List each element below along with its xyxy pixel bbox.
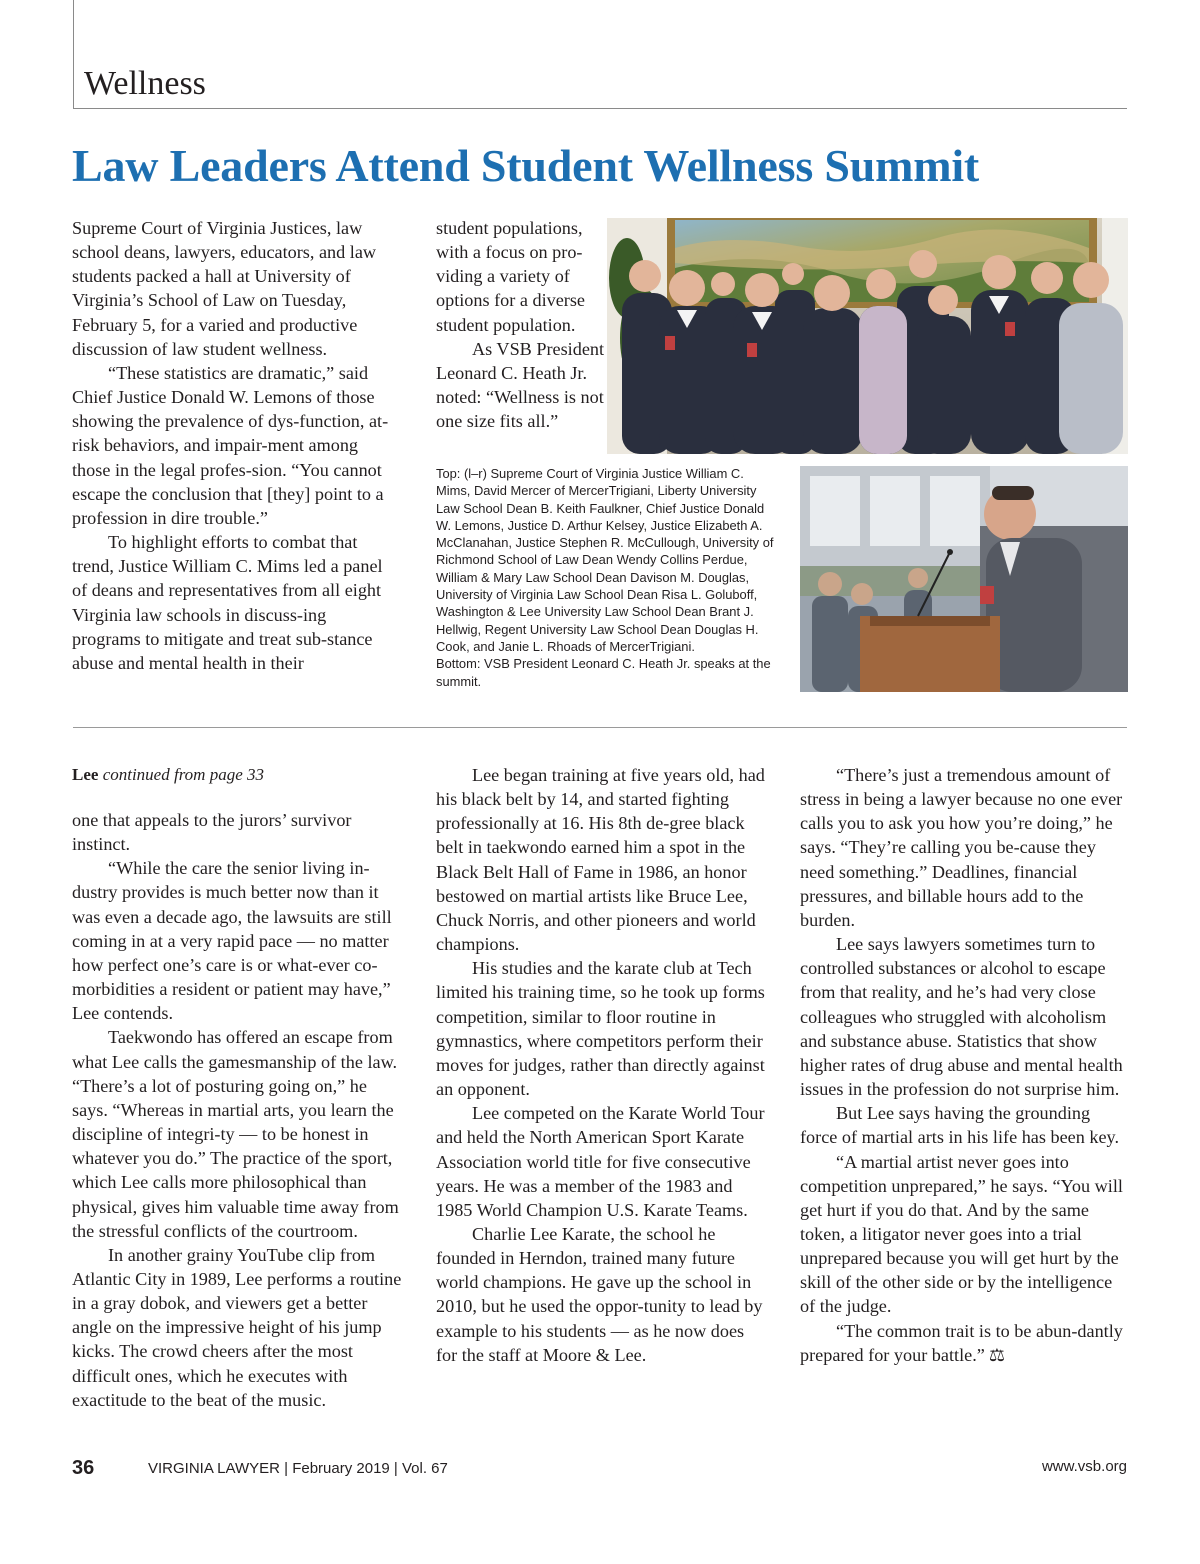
paragraph: Lee competed on the Karate World Tour and held the North American Sport Karate Association world title for five consecutive years. He was a member of the 1983 and 1985 World Champion U.S. Karate Teams. [436, 1103, 765, 1220]
section-divider [73, 727, 1127, 728]
paragraph: Lee says lawyers sometimes turn to controlled substances or alcohol to escape from that reality, and he’s had very close colleagues who struggled with alcoholism and substance abuse. Statistics that show higher rates of drug abuse and mental health issues in the profession do not surprise him. [800, 934, 1123, 1100]
paragraph: Lee began training at five years old, had his black belt by 14, and started fighting professionally at 16. His 8th de-gree black belt in taekwondo earned him a spot in the Black Belt Hall of Fame in 1986, an honor bestowed on martial artists like Bruce Lee, Chuck Norris, and other pioneers and world champions. [436, 765, 765, 955]
continuation-name: Lee [72, 765, 99, 784]
paragraph: His studies and the karate club at Tech limited his training time, so he took up forms competition, similar to floor routine in gymnastics, where competitors perform their moves for judges, rather than directly against an opponent. [436, 958, 765, 1100]
caption-bottom: Bottom: VSB President Leonard C. Heath Jr. speaks at the summit. [436, 656, 771, 689]
header-divider [73, 108, 1127, 109]
page-number: 36 [72, 1457, 95, 1479]
photo-caption [436, 465, 776, 690]
speaker-photo [800, 466, 1128, 692]
publication-info: VIRGINIA LAWYER | February 2019 | Vol. 67 [148, 1460, 448, 1477]
continued-column-2 [436, 763, 766, 1367]
article-headline: Law Leaders Attend Student Wellness Summit [72, 140, 980, 191]
article-column-2 [436, 216, 608, 433]
continued-column-1 [72, 808, 402, 1412]
paragraph: As VSB President Leonard C. Heath Jr. noted: “Wellness is not one size fits all.” [436, 338, 605, 432]
paragraph: “A martial artist never goes into competition unprepared,” he says. “You will get hurt if you do that. And by the same token, a litigator never goes into a trial unprepared because you will get hurt by the skill of the other side or by the intelligence of the judge. [800, 1151, 1123, 1317]
group-photo [607, 218, 1128, 454]
final-paragraph-text: “The common trait is to be abun-dantly prepared for your battle.” [800, 1320, 1123, 1365]
paragraph: Taekwondo has offered an escape from what Lee calls the gamesmanship of the law. “There’s a lot of posturing going on,” he says. “Whereas in martial arts, you learn the discipline of integri-ty — to be honest in whatever you do.” The practice of the sport, which Lee calls more philosophical than physical, gives him valuable time away from the stressful conflicts of the courtroom. [72, 1027, 399, 1241]
scales-end-mark-icon: ⚖ [988, 1344, 1006, 1365]
paragraph: “There’s just a tremendous amount of stress in being a lawyer because no one ever calls you to ask you how you’re doing,” he says. “They’re calling you be-cause they need something.” Deadlines, financial pressures, and billable hours add to the burden. [800, 765, 1123, 930]
paragraph: But Lee says having the grounding force of martial arts in his life has been key. [800, 1103, 1119, 1148]
header-vertical-rule [73, 0, 74, 108]
final-paragraph [800, 1319, 1130, 1367]
caption-top: Top: (l–r) Supreme Court of Virginia Justice William C. Mims, David Mercer of MercerTrigiani, Liberty University Law School Dean B. Keith Faulkner, Chief Justice Donald W. Lemons, Justice D. Arthur Kelsey, Justice Elizabeth A. McClanahan, Justice Stephen R. McCullough, University of Richmond School of Law Dean Wendy Collins Perdue, William & Mary Law School Dean Davison M. Douglas, University of Virginia Law School Dean Risa L. Goluboff, Washington & Lee University Law School Dean Brant J. Hellwig, Regent University Law School Dean Douglas H. Cook, and Janie L. Rhoads of MercerTrigiani. [436, 466, 774, 654]
paragraph: To highlight efforts to combat that trend, Justice William C. Mims led a panel of deans and representatives from all eight Virginia law schools in discuss-ing programs to mitigate and treat sub-stance abuse and mental health in their [72, 532, 383, 673]
paragraph: student populations, with a focus on pro-viding a variety of options for a diverse student population. [436, 218, 585, 335]
section-title: Wellness [84, 65, 206, 102]
paragraph: “While the care the senior living in-dustry provides is much better now than it was even a decade ago, the lawsuits are still coming in at a very rapid pace — no matter how perfect one’s care is or what-ever co-morbidities a resident or patient may have,” Lee contends. [72, 858, 392, 1024]
group-photo-illustration [607, 218, 1128, 454]
paragraph: In another grainy YouTube clip from Atlantic City in 1989, Lee performs a routine in a gray dobok, and viewers get a better angle on the impressive height of his jump kicks. The crowd cheers after the most difficult ones, which he executes with exactitude to the beat of the music. [72, 1244, 402, 1410]
continuation-line [72, 764, 264, 786]
paragraph: Supreme Court of Virginia Justices, law school deans, lawyers, educators, and law students packed a hall at University of Virginia’s School of Law on Tuesday, February 5, for a varied and productive discussion of law student wellness. [72, 218, 377, 359]
speaker-photo-illustration [800, 466, 1128, 692]
paragraph: one that appeals to the jurors’ survivor instinct. [72, 810, 352, 855]
article-column-1 [72, 216, 396, 675]
paragraph: Charlie Lee Karate, the school he founded in Herndon, trained many future world champions. He gave up the school in 2010, but he used the oppor-tunity to lead by example to his students — as he now does for the staff at Moore & Lee. [436, 1223, 763, 1365]
continued-column-3 [800, 763, 1130, 1367]
footer-url: www.vsb.org [1041, 1458, 1127, 1475]
continuation-text: continued from page 33 [102, 765, 265, 784]
paragraph: “These statistics are dramatic,” said Chief Justice Donald W. Lemons of those showing the prevalence of dys-function, at-risk behaviors, and impair-ment among those in the legal profes-sion. “You cannot escape the conclusion that [they] point to a profession in dire trouble.” [72, 362, 389, 528]
